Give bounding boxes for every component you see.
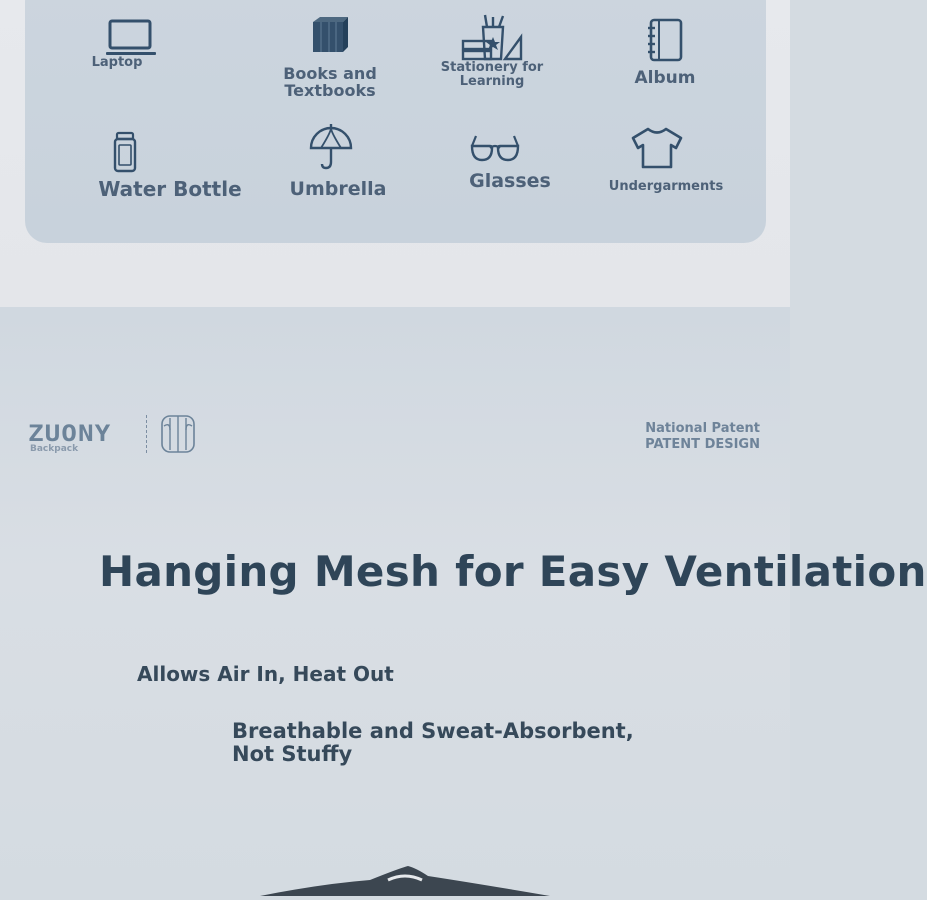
- backpack-strap-image: [260, 862, 550, 900]
- item-label: Stationery for Learning: [440, 60, 544, 89]
- laptop-icon: [104, 18, 160, 58]
- item-label: Album: [634, 68, 696, 88]
- item-label: Undergarments: [608, 179, 724, 194]
- item-label: Umbrella: [289, 178, 387, 200]
- item-label: Laptop: [91, 55, 143, 70]
- item-album: [610, 18, 720, 88]
- undergarments-icon: [630, 126, 684, 170]
- carry-items-section: [0, 0, 790, 307]
- album-icon: [643, 18, 687, 62]
- glasses-icon: [468, 132, 522, 164]
- item-label: Glasses: [469, 170, 551, 192]
- item-umbrella: [278, 122, 398, 200]
- patent-line-1: National Patent: [645, 421, 760, 436]
- item-laptop: [77, 18, 187, 70]
- feature-section: [0, 307, 927, 896]
- brand-subtitle: Backpack: [30, 444, 79, 454]
- item-water-bottle: [85, 131, 255, 200]
- stationery-icon: [461, 13, 523, 61]
- feature-subheading-2: Breathable and Sweat-Absorbent, Not Stuffy: [232, 719, 634, 767]
- item-undergarments: [596, 126, 736, 194]
- water-bottle-icon: [112, 131, 138, 173]
- feature-subheading-1: Allows Air In, Heat Out: [137, 662, 394, 686]
- carry-items-card: [25, 0, 766, 243]
- brand-logo: ZUONY: [28, 421, 112, 447]
- brand-divider: [146, 415, 147, 453]
- item-glasses: [450, 132, 570, 192]
- books-icon: [310, 16, 350, 54]
- backpack-mark-icon: [160, 414, 196, 458]
- item-label: Water Bottle: [98, 177, 242, 201]
- item-label: Books and Textbooks: [283, 64, 377, 100]
- item-books: [265, 16, 395, 100]
- patent-line-2: PATENT DESIGN: [645, 437, 760, 453]
- feature-headline: Hanging Mesh for Easy Ventilation: [99, 547, 927, 596]
- umbrella-icon: [308, 122, 354, 170]
- item-stationery: [437, 13, 547, 88]
- patent-badge: [645, 421, 760, 454]
